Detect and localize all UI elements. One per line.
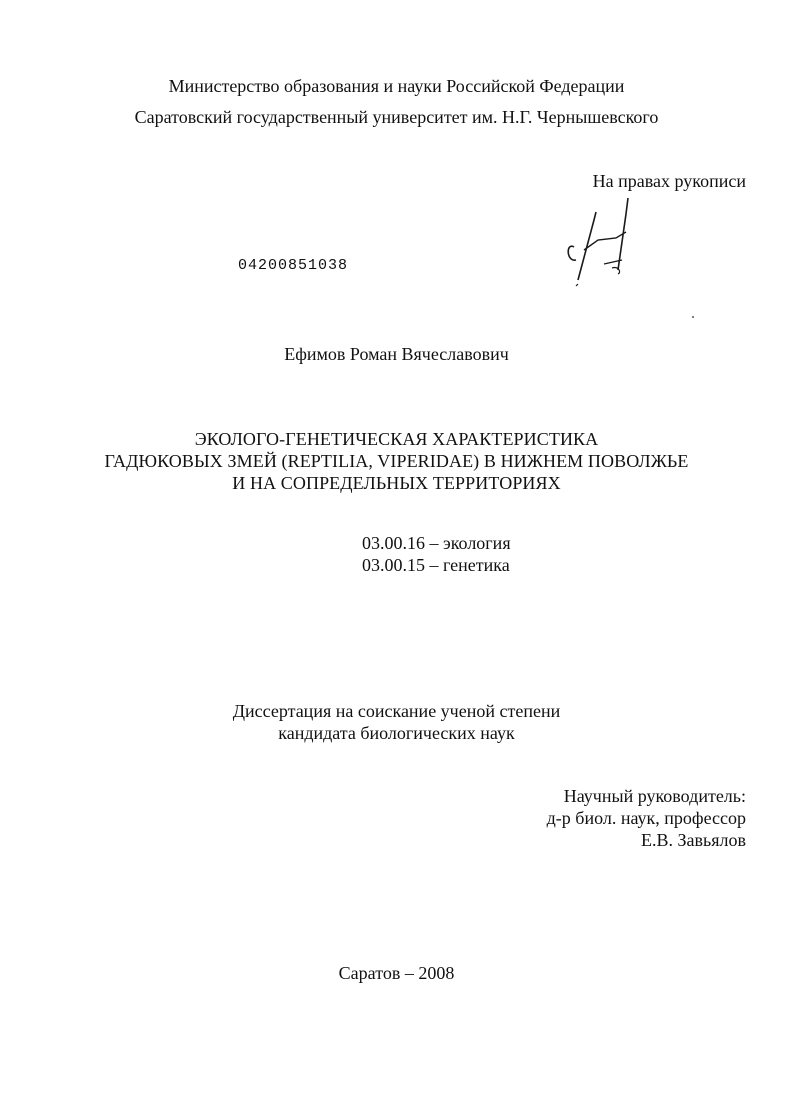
title-line-3: И НА СОПРЕДЕЛЬНЫХ ТЕРРИТОРИЯХ — [232, 473, 561, 493]
specialty-ecology: 03.00.16 – экология — [362, 533, 511, 553]
city-year: Саратов – 2008 — [338, 963, 455, 983]
title-line-1: ЭКОЛОГО-ГЕНЕТИЧЕСКАЯ ХАРАКТЕРИСТИКА — [194, 429, 599, 449]
title-line-2: ГАДЮКОВЫХ ЗМЕЙ (REPTILIA, VIPERIDAE) В НИЖНЕМ ПОВОЛЖЬЕ — [104, 451, 689, 471]
catalog-number: 04200851038 — [238, 257, 349, 274]
manuscript-note: На правах рукописи — [592, 171, 746, 191]
advisor-title: д-р биол. наук, профессор — [546, 808, 746, 828]
handwritten-signature — [560, 192, 640, 292]
specialty-genetics: 03.00.15 – генетика — [362, 555, 510, 575]
degree-line-1: Диссертация на соискание ученой степени — [232, 701, 561, 721]
scan-speck — [692, 316, 694, 318]
author-name: Ефимов Роман Вячеславович — [284, 344, 509, 364]
ministry-line: Министерство образования и науки Российской Федерации — [168, 76, 625, 96]
advisor-label: Научный руководитель: — [563, 786, 746, 806]
university-line: Саратовский государственный университет им. Н.Г. Чернышевского — [134, 107, 659, 127]
advisor-name: Е.В. Завьялов — [641, 830, 746, 850]
degree-line-2: кандидата биологических наук — [278, 723, 515, 743]
